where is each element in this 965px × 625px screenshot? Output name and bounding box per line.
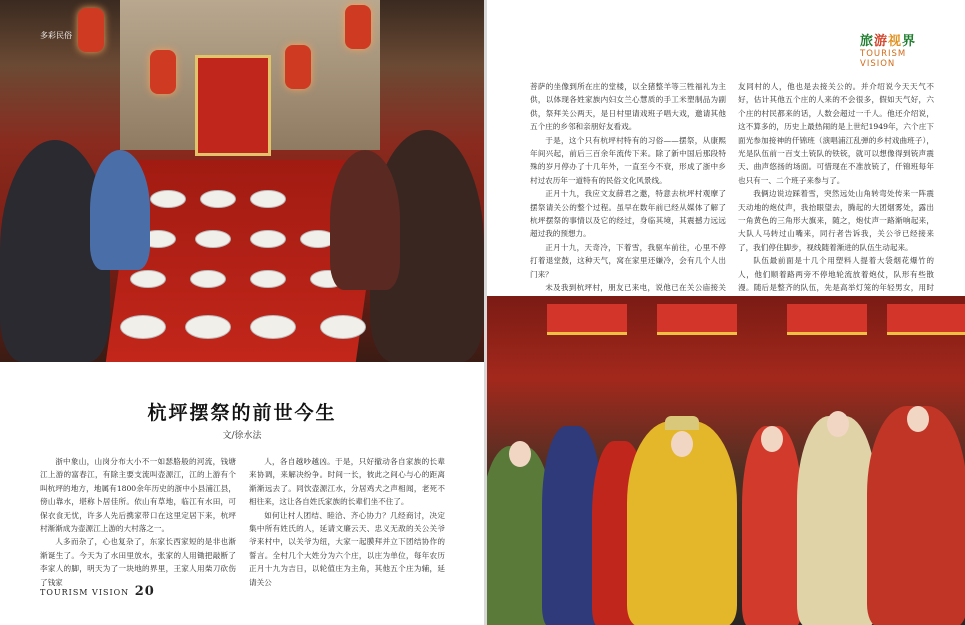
page-number: 20	[134, 584, 155, 599]
photo-caption: 多彩民俗	[40, 31, 72, 40]
shrine-altar	[195, 55, 271, 156]
paragraph: 如何让村人团结、睦洽、齐心协力？几经商讨，决定集中所有姓氏的人，延请文廉云天、忠义无敌的关公关爷爷来村中，以关爷为纽，大家一起膜拜并立下团结协作的誓言。全村几个大姓分为六个庄，以庄为单位，每年农历正月十九为吉日，以轮值庄为主角，其他五个庄为辅，延请关公	[249, 510, 445, 587]
article-title: 杭坪摆祭的前世今生	[147, 402, 337, 424]
paragraph: 队伍最前面是十几个用塑料人提着大袋烟花爆竹的人，他们顺着路两旁不停地轮流放着炮仗，队形有些散漫。随后是整齐的队伍，先是高举灯笼的年轻男女，用时	[738, 256, 934, 293]
feast-photo	[0, 0, 484, 362]
paragraph: 人，各自越吵越凶。于是，只好撤动各自家族的长辈来协调，来解决纷争。时间一长，彼此之间心与心的距离渐渐远去了。同饮壶源江水，分居鸡犬之声相闻，老死不相往来，这让各自姓氏家族的长辈们坐不住了。	[249, 457, 445, 507]
opera-procession-photo	[487, 296, 965, 625]
logo-char: 旅	[860, 34, 875, 49]
byline: 文/徐水法	[222, 431, 262, 441]
left-column-1	[40, 455, 236, 589]
logo-char: 游	[874, 34, 889, 49]
paragraph: 正月十九，天奇冷，下着雪，我驱车前往，心里不停打着退堂鼓，这种天气，窝在家里还嫌冷，会有几个人出门来？	[530, 242, 726, 279]
tourism-vision-logo	[860, 30, 928, 72]
paragraph: 未及我到杭坪村，朋友已来电，说他已在关公庙接关	[545, 283, 726, 293]
logo-char: 视	[888, 34, 903, 49]
left-column-2	[249, 455, 445, 589]
paragraph: 正月十九，我应文友薛君之邀，特意去杭坪村观摩了摆祭请关公的整个过程。虽早在数年前已经从媒体了解了杭坪摆祭的事情以及它的经过，身临其境，其震撼力远远超过我的预想力。	[530, 189, 726, 239]
footer-label: TOURISM VISION	[40, 588, 130, 597]
paragraph: 菩萨的坐像到所在庄的堂楼，以全猪整羊等三牲福礼为主供，以体现各姓家族内妇女兰心慧质的手工米塑制品为副供，祭拜关公两天，是日村里请戏班子唱大戏，邀请其他五个庄的乡邻和亲朋好友看戏。	[530, 82, 726, 132]
paragraph: 于是，这个只有杭坪村特有的习俗——摆祭，从康熙年间兴起，前后三百余年流传下来。除了新中国后那段特殊的岁月停办了十几年外，一直至今不衰，形成了浙中乡村过农历年一道特有的民俗文化风景线。	[530, 135, 726, 185]
page-footer	[40, 584, 155, 599]
logo-en-1: TOURISM	[860, 49, 907, 59]
paragraph: 友同村的人，他也是去接关公的。并介绍说今天天气不好，估计其他五个庄的人来的不会很多，假如天气好，六个庄的村民都来的话，人数会超过一千人。他还介绍说，这不算多的，历史上最热闹的是上世纪1949年，六个庄下面光参加接神的仟锦班（演唱浦江乱弹的乡村戏曲班子），光是队伍前一百支土铳队的铁铳，就可以想像得到铳声震天、曲声悠扬的场面。可惜现在不准放铳了，仟锦班每年也只有一、二个班子来参与了。	[738, 82, 934, 185]
paragraph: 我俩边说边踩着雪，突然远处山角转弯处传来一阵震天动地的炮仗声，我抬眼望去，腾起的大团烟雾处，露出一角黄色的三角形大旗来，随之，炮仗声一路渐响起来，大队人马转过山嘴来，同行者告诉我，关公爷已经接来了，我们停住脚步，视线随着渐进的队伍生动起来。	[738, 189, 934, 252]
logo-char: 界	[902, 34, 917, 49]
logo-en-2: VISION	[860, 59, 896, 69]
right-column-2	[738, 80, 934, 308]
right-column-1	[530, 80, 726, 321]
paragraph: 浙中象山，山岗分布大小不一如瑟胳般的河流，钱塘江上游的富春江，有除主要支流叫壶源江，江的上游有个叫杭坪的地方，地属有1800余年历史的浙中小县浦江县，傍山靠水，堪称卜居佳所。依山有草地，临江有水田，可保衣食无忧，许多人先后携家带口在这里定居下来，杭坪村渐渐成为壶源江上游的大村落之一。	[40, 457, 236, 534]
paragraph: 人多而杂了，心也复杂了，东家长西家短的是非也渐渐诞生了。今天为了水田里放水，张家的人用锄把敲断了李家人的脚，明天为了一块地的界里，王家人用柴刀砍伤了钱家	[40, 537, 236, 587]
